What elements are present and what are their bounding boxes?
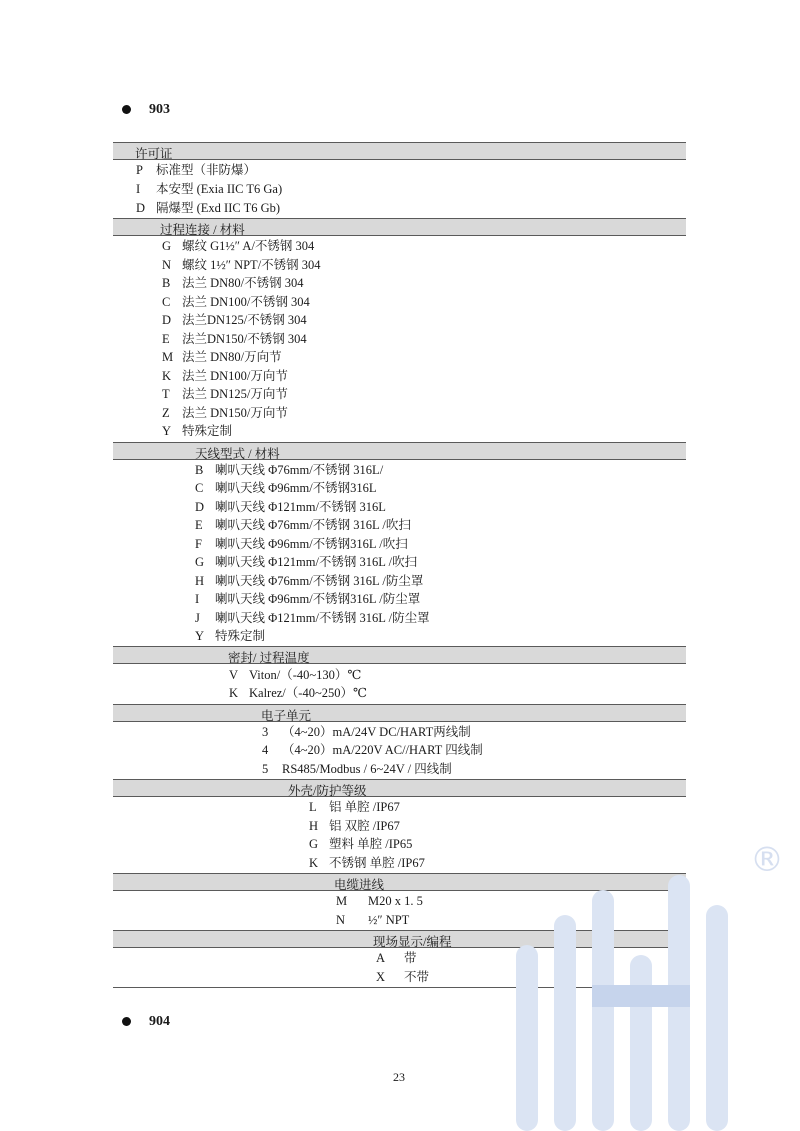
list-item: C 法兰 DN100/不锈钢 304	[162, 295, 310, 309]
list-item: I 本安型 (Exia IIC T6 Ga)	[136, 182, 283, 196]
list-item: 4 （4~20）mA/220V AC//HART 四线制	[262, 743, 483, 757]
list-item: T 法兰 DN125/万向节	[162, 387, 288, 401]
list-item: E 喇叭天线 Φ76mm/不锈钢 316L /吹扫	[195, 518, 411, 532]
list-item: P 标准型（非防爆）	[136, 163, 257, 177]
group-header-antenna	[113, 442, 686, 460]
group-header-housing	[113, 779, 686, 797]
group-header-label: 外壳/防护等级	[288, 784, 367, 798]
list-item: D 喇叭天线 Φ121mm/不锈钢 316L	[195, 500, 386, 514]
list-item: L 铝 单腔 /IP67	[309, 800, 400, 814]
list-item: M 法兰 DN80/万向节	[162, 350, 282, 364]
list-item: I 喇叭天线 Φ96mm/不锈钢316L /防尘罩	[195, 592, 421, 606]
list-item: V Viton/（-40~130）℃	[229, 668, 362, 682]
list-item: D 隔爆型 (Exd IIC T6 Gb)	[136, 201, 281, 215]
registered-mark: ®	[750, 840, 784, 880]
list-item: N ½″ NPT	[336, 913, 410, 927]
group-header-license	[113, 142, 686, 160]
list-item: Y 特殊定制	[195, 629, 266, 643]
list-item: H 铝 双腔 /IP67	[309, 819, 400, 833]
list-item: A 带	[376, 951, 417, 965]
list-item: K Kalrez/（-40~250）℃	[229, 686, 367, 700]
list-item: K 不锈钢 单腔 /IP67	[309, 856, 425, 870]
list-item: G 喇叭天线 Φ121mm/不锈钢 316L /吹扫	[195, 555, 418, 569]
list-item: E 法兰DN150/不锈钢 304	[162, 332, 307, 346]
page-number: 23	[393, 1070, 405, 1084]
list-item: B 法兰 DN80/不锈钢 304	[162, 276, 304, 290]
bullet-icon	[122, 1017, 131, 1026]
list-item: F 喇叭天线 Φ96mm/不锈钢316L /吹扫	[195, 537, 408, 551]
group-header-label: 电子单元	[261, 709, 312, 723]
group-header-seal	[113, 646, 686, 664]
watermark-logo-icon	[498, 835, 798, 1131]
bullet-icon	[122, 105, 131, 114]
list-item: M M20 x 1. 5	[336, 894, 423, 908]
list-item: H 喇叭天线 Φ76mm/不锈钢 316L /防尘罩	[195, 574, 424, 588]
list-item: J 喇叭天线 Φ121mm/不锈钢 316L /防尘罩	[195, 611, 430, 625]
list-item: Z 法兰 DN150/万向节	[162, 406, 288, 420]
section-heading-903: 903	[149, 102, 170, 117]
group-header-label: 密封/ 过程温度	[228, 651, 310, 665]
section-heading-904: 904	[149, 1014, 170, 1029]
group-header-process-connection	[113, 218, 686, 236]
group-header-label: 电缆进线	[334, 878, 385, 892]
list-item: B 喇叭天线 Φ76mm/不锈钢 316L/	[195, 463, 384, 477]
list-item: C 喇叭天线 Φ96mm/不锈钢316L	[195, 481, 377, 495]
list-item: K 法兰 DN100/万向节	[162, 369, 288, 383]
group-header-label: 过程连接 / 材料	[160, 223, 245, 237]
group-header-electronics	[113, 704, 686, 722]
list-item: 3 （4~20）mA/24V DC/HART两线制	[262, 725, 471, 739]
group-header-label: 天线型式 / 材料	[195, 447, 280, 461]
list-item: 5 RS485/Modbus / 6~24V / 四线制	[262, 762, 452, 776]
group-header-label: 许可证	[135, 147, 173, 161]
list-item: N 螺纹 1½″ NPT/不锈钢 304	[162, 258, 321, 272]
list-item: D 法兰DN125/不锈钢 304	[162, 313, 307, 327]
list-item: G 塑料 单腔 /IP65	[309, 837, 413, 851]
group-header-label: 现场显示/编程	[373, 935, 452, 949]
list-item: G 螺纹 G1½″ A/不锈钢 304	[162, 239, 315, 253]
list-item: X 不带	[376, 970, 430, 984]
list-item: Y 特殊定制	[162, 424, 233, 438]
